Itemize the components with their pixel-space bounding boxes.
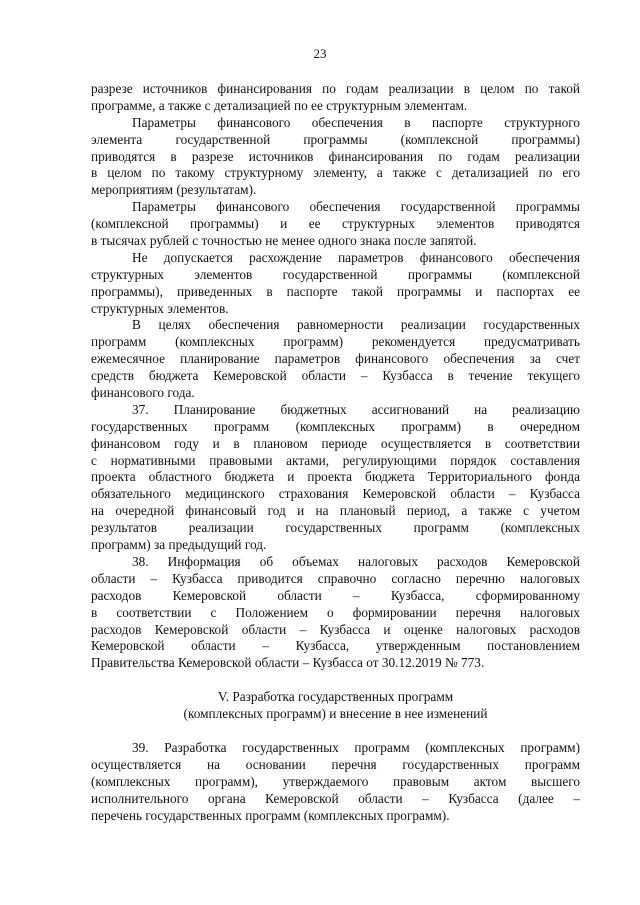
text-line: 37. Планирование бюджетных ассигнований на реализацию [132, 401, 580, 417]
text-line: на очередной финансовый год и на плановый период, а также с учетом [91, 503, 580, 519]
text-line: средств бюджета Кемеровской области – Кузбасса в течение текущего [91, 368, 580, 384]
text-line: осуществляется на основании перечня государственных программ [91, 756, 580, 772]
text-line: программ (комплексных программ) рекомендуется предусматривать [91, 334, 580, 350]
spacer [91, 723, 580, 740]
page-number: 23 [313, 46, 327, 61]
section-heading [91, 689, 580, 723]
text-line: расходов Кемеровской области – Кузбасса и оценке налоговых расходов [91, 621, 580, 637]
text-line: В целях обеспечения равномерности реализации государственных [132, 317, 580, 333]
document-body [91, 81, 580, 824]
text-line: финансового года. [91, 385, 195, 401]
paragraph [91, 554, 580, 672]
text-line: области – Кузбасса приводится справочно согласно перечню налоговых [91, 570, 580, 586]
spacer [91, 672, 580, 689]
text-line: 38. Информация об объемах налоговых расходов Кемеровской [132, 553, 580, 569]
paragraph [91, 115, 580, 199]
text-line: программе, а также с детализацией по ее структурным элементам. [91, 97, 468, 113]
text-line: в целом по такому структурному элементу, а также с детализацией по его [91, 165, 580, 181]
text-line: ежемесячное планирование параметров финансового обеспечения за счет [91, 351, 580, 367]
text-line: Параметры финансового обеспечения государственной программы [132, 199, 580, 215]
paragraph [91, 317, 580, 401]
section-heading-line-1: V. Разработка государственных программ [217, 689, 454, 705]
text-line: Кемеровской области – Кузбасса, утвержденным постановлением [91, 638, 580, 654]
paragraphs-after-heading [91, 740, 580, 824]
text-line: 39. Разработка государственных программ (комплексных программ) [132, 739, 580, 755]
paragraph [91, 199, 580, 250]
paragraph [91, 740, 580, 824]
text-line: исполнительного органа Кемеровской области – Кузбасса (далее – [91, 790, 580, 806]
text-line: программы), приведенных в паспорте такой программы и паспортах ее [91, 283, 580, 299]
paragraph [91, 81, 580, 115]
paragraph [91, 402, 580, 554]
text-line: разрезе источников финансирования по годам реализации в целом по такой [91, 81, 580, 96]
text-line: (комплексной программы) и ее структурных элементов приводятся [91, 216, 580, 232]
text-line: с нормативными правовыми актами, регулирующими порядок составления [91, 452, 580, 468]
text-line: финансовом году и в плановом периоде осуществляется в соответствии [91, 435, 580, 451]
text-line: элемента государственной программы (комплексной программы) [91, 131, 580, 147]
text-line: Не допускается расхождение параметров финансового обеспечения [132, 249, 580, 265]
text-line: результатов реализации государственных программ (комплексных [91, 520, 580, 536]
text-line: перечень государственных программ (комплексных программ). [91, 807, 450, 823]
text-line: (комплексных программ), утверждаемого правовым актом высшего [91, 773, 580, 789]
text-line: в тысячах рублей с точностью не менее одного знака после запятой. [91, 233, 477, 249]
text-line: расходов Кемеровской области – Кузбасса, сформированному [91, 587, 580, 603]
text-line: в соответствии с Положением о формировании перечня налоговых [91, 604, 580, 620]
paragraph [91, 250, 580, 318]
section-heading-line-2: (комплексных программ) и внесение в нее изменений [183, 706, 488, 722]
text-line: Параметры финансового обеспечения в паспорте структурного [132, 114, 580, 130]
text-line: структурных элементов. [91, 300, 229, 316]
paragraphs-before-heading [91, 81, 580, 672]
text-line: приводятся в разрезе источников финансирования по годам реализации [91, 148, 580, 164]
text-line: обязательного медицинского страхования Кемеровской области – Кузбасса [91, 486, 580, 502]
text-line: проекта областного бюджета и проекта бюджета Территориального фонда [91, 469, 580, 485]
text-line: программ) за предыдущий год. [91, 537, 267, 553]
text-line: государственных программ (комплексных программ) в очередном [91, 418, 580, 434]
text-line: мероприятиям (результатам). [91, 182, 257, 198]
text-line: Правительства Кемеровской области – Кузбасса от 30.12.2019 № 773. [91, 655, 485, 671]
text-line: структурных элементов государственной программы (комплексной [91, 266, 580, 282]
